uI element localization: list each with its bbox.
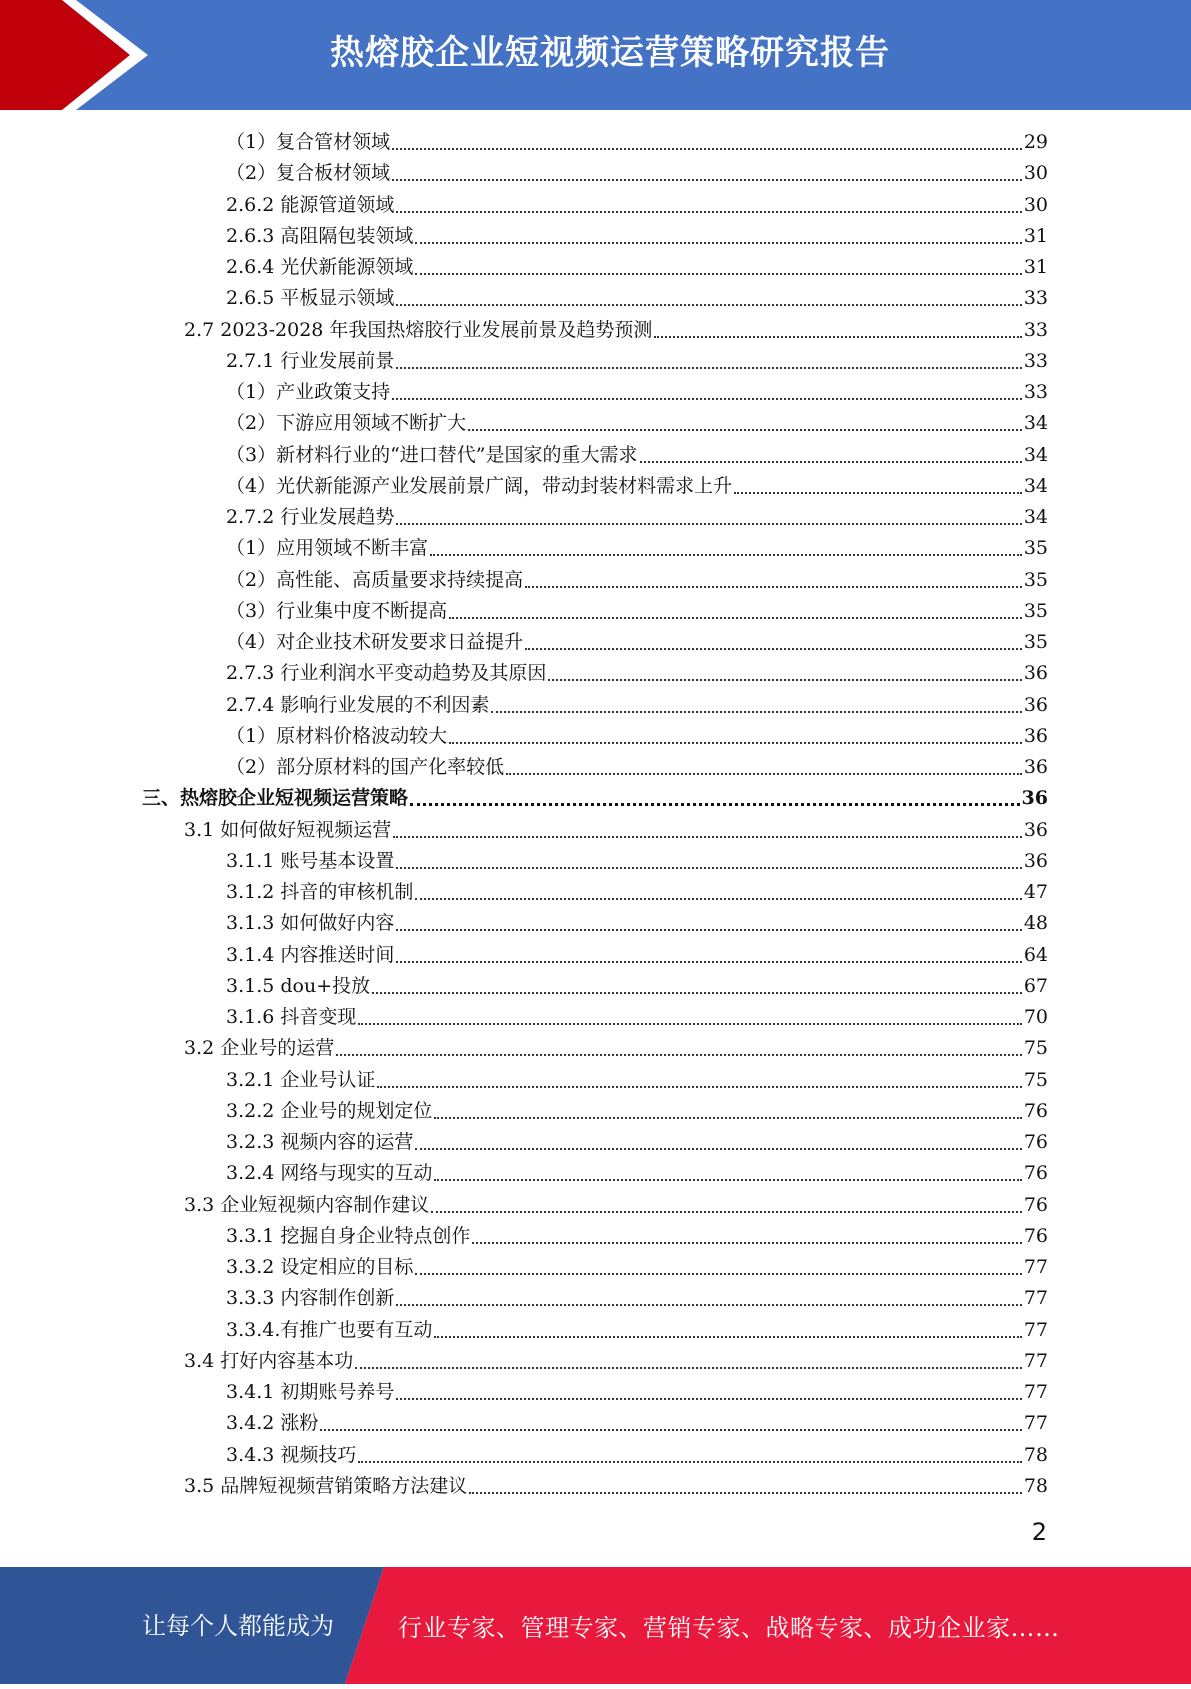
toc-entry-page: 75 [1023, 1037, 1048, 1060]
toc-entry-page: 36 [1023, 756, 1048, 778]
toc-dot-leader [434, 1179, 1021, 1181]
toc-entry-label: 3.5 品牌短视频营销策略方法建议 [184, 1474, 468, 1497]
toc-entry-page: 67 [1023, 974, 1048, 997]
toc-entry-page: 33 [1023, 381, 1048, 403]
toc-entry-page: 77 [1023, 1381, 1048, 1403]
toc-dot-leader [525, 586, 1022, 588]
toc-entry-page: 76 [1023, 1099, 1048, 1122]
toc-entry-page: 34 [1023, 443, 1048, 466]
toc-entry-page: 35 [1023, 568, 1048, 591]
toc-entry-label: 2.6.3 高阻隔包装领域 [226, 224, 414, 247]
toc-entry-label: （3）行业集中度不断提高 [226, 599, 448, 622]
toc-dot-leader [415, 1273, 1021, 1275]
toc-entry[interactable] [142, 783, 1048, 814]
toc-entry-page: 34 [1023, 412, 1048, 435]
toc-entry-page: 30 [1023, 162, 1048, 185]
toc-entry[interactable] [226, 1002, 1048, 1033]
toc-dot-leader [415, 1148, 1021, 1150]
toc-dot-leader [449, 617, 1022, 619]
toc-entry-label: 3.4 打好内容基本功 [184, 1349, 354, 1372]
toc-entry-label: 3.1 如何做好短视频运营 [184, 818, 392, 841]
toc-entry-page: 35 [1023, 537, 1048, 560]
toc-dot-leader [469, 1492, 1022, 1494]
toc-dot-leader [396, 961, 1021, 963]
toc-entry-label: 2.7.4 影响行业发展的不利因素 [226, 693, 490, 716]
toc-entry-label: 3.1.1 账号基本设置 [226, 849, 395, 872]
toc-dot-leader [410, 803, 1020, 806]
toc-dot-leader [506, 773, 1022, 775]
toc-entry-label: 2.6.4 光伏新能源领域 [226, 256, 414, 278]
toc-dot-leader [392, 148, 1022, 150]
toc-dot-leader [396, 367, 1021, 369]
toc-entry-page: 36 [1021, 787, 1048, 810]
toc-entry-label: 2.7 2023-2028 年我国热熔胶行业发展前景及趋势预测 [184, 318, 653, 341]
toc-entry-label: （2）部分原材料的国产化率较低 [226, 756, 505, 778]
toc-entry[interactable] [226, 533, 1048, 564]
toc-dot-leader [431, 1211, 1022, 1213]
toc-entry-page: 33 [1023, 349, 1048, 372]
toc-entry[interactable] [226, 190, 1048, 221]
toc-entry-page: 47 [1023, 881, 1048, 903]
toc-entry[interactable] [226, 690, 1048, 721]
page-footer [0, 1567, 1191, 1684]
toc-entry[interactable] [226, 940, 1048, 971]
document-title: 热熔胶企业短视频运营策略研究报告 [330, 33, 890, 73]
toc-entry[interactable] [184, 1346, 1048, 1377]
toc-entry-page: 77 [1023, 1256, 1048, 1278]
toc-entry-page: 36 [1023, 724, 1048, 747]
toc-entry-label: 3.3.2 设定相应的目标 [226, 1256, 414, 1278]
toc-entry-page: 35 [1023, 631, 1048, 653]
toc-entry[interactable] [226, 627, 1048, 658]
toc-entry-label: 2.6.5 平板显示领域 [226, 287, 395, 310]
toc-entry-page: 76 [1023, 1131, 1048, 1153]
toc-entry[interactable] [226, 1221, 1048, 1252]
toc-entry-label: 3.4.1 初期账号养号 [226, 1381, 395, 1403]
toc-entry-page: 35 [1023, 599, 1048, 622]
toc-entry[interactable] [226, 1065, 1048, 1096]
toc-entry[interactable] [226, 721, 1048, 752]
toc-entry-label: （1）原材料价格波动较大 [226, 724, 448, 747]
toc-entry-page: 78 [1023, 1474, 1048, 1497]
toc-entry-page: 64 [1023, 943, 1048, 966]
toc-dot-leader [468, 429, 1022, 431]
toc-entry-page: 77 [1023, 1412, 1048, 1435]
toc-entry[interactable] [226, 1158, 1048, 1189]
footer-roles: 行业专家、管理专家、营销专家、战略专家、成功企业家…… [398, 1614, 1060, 1642]
toc-dot-leader [396, 1398, 1021, 1400]
page-number: 2 [1031, 1518, 1047, 1546]
toc-entry-page: 33 [1023, 318, 1048, 341]
toc-dot-leader [393, 836, 1022, 838]
toc-entry-label: 3.3.1 挖掘自身企业特点创作 [226, 1224, 471, 1247]
toc-dot-leader [415, 898, 1021, 900]
toc-entry-label: 3.1.5 dou+投放 [226, 974, 371, 997]
toc-entry[interactable] [226, 1440, 1048, 1471]
toc-entry-label: 2.6.2 能源管道领域 [226, 193, 395, 216]
toc-entry-label: （2）下游应用领域不断扩大 [226, 412, 467, 435]
toc-dot-leader [472, 1242, 1021, 1244]
toc-entry-label: 2.7.2 行业发展趋势 [226, 506, 395, 528]
toc-entry-label: 3.1.2 抖音的审核机制 [226, 881, 414, 903]
toc-entry[interactable] [226, 252, 1048, 283]
toc-entry-page: 31 [1023, 256, 1048, 278]
toc-entry[interactable] [184, 1471, 1048, 1502]
toc-entry[interactable] [226, 283, 1048, 314]
toc-entry-page: 36 [1023, 693, 1048, 716]
header-arrow-decoration [0, 0, 160, 110]
toc-entry-page: 77 [1023, 1287, 1048, 1310]
toc-entry[interactable] [226, 877, 1048, 908]
toc-entry-label: 2.7.1 行业发展前景 [226, 349, 395, 372]
toc-entry[interactable] [226, 221, 1048, 252]
toc-dot-leader [358, 1023, 1021, 1025]
toc-entry-label: 3.3 企业短视频内容制作建议 [184, 1193, 430, 1216]
toc-dot-leader [434, 1117, 1021, 1119]
toc-dot-leader [415, 273, 1021, 275]
toc-dot-leader [320, 1429, 1021, 1431]
toc-entry[interactable] [184, 315, 1048, 346]
toc-entry[interactable] [226, 908, 1048, 939]
toc-entry-label: 3.3.4.有推广也要有互动 [226, 1318, 433, 1341]
toc-entry[interactable] [226, 1283, 1048, 1314]
toc-entry-page: 34 [1023, 474, 1048, 497]
toc-entry[interactable] [226, 502, 1048, 533]
toc-entry[interactable] [226, 1377, 1048, 1408]
toc-entry-label: 3.1.3 如何做好内容 [226, 912, 395, 935]
toc-entry-page: 30 [1023, 193, 1048, 216]
toc-entry-label: 3.3.3 内容制作创新 [226, 1287, 395, 1310]
toc-entry-label: 3.2 企业号的运营 [184, 1037, 335, 1060]
toc-entry-page: 70 [1023, 1006, 1048, 1028]
toc-dot-leader [396, 929, 1021, 931]
toc-dot-leader [396, 867, 1021, 869]
toc-dot-leader [654, 336, 1021, 338]
page-header [0, 0, 1191, 110]
toc-entry-label: 三、热熔胶企业短视频运营策略 [142, 787, 409, 810]
toc-dot-leader [434, 1336, 1021, 1338]
toc-entry[interactable] [226, 471, 1048, 502]
toc-entry-label: 3.4.2 涨粉 [226, 1412, 319, 1435]
toc-entry-label: 3.2.1 企业号认证 [226, 1068, 376, 1091]
toc-dot-leader [548, 679, 1021, 681]
toc-entry-page: 77 [1023, 1318, 1048, 1341]
toc-dot-leader [449, 742, 1022, 744]
toc-entry[interactable] [184, 1190, 1048, 1221]
toc-entry-page: 33 [1023, 287, 1048, 310]
footer-slogan: 让每个人都能成为 [142, 1612, 334, 1640]
toc-entry-label: 3.2.4 网络与现实的互动 [226, 1162, 433, 1185]
toc-entry-page: 76 [1023, 1162, 1048, 1185]
toc-entry-label: （4）对企业技术研发要求日益提升 [226, 631, 524, 653]
toc-dot-leader [430, 554, 1022, 556]
toc-entry[interactable] [226, 440, 1048, 471]
toc-dot-leader [396, 211, 1021, 213]
toc-entry[interactable] [226, 565, 1048, 596]
toc-entry[interactable] [226, 377, 1048, 408]
toc-dot-leader [358, 1461, 1021, 1463]
toc-entry[interactable] [226, 971, 1048, 1002]
toc-entry-label: 3.2.2 企业号的规划定位 [226, 1099, 433, 1122]
toc-entry-label: （2）高性能、高质量要求持续提高 [226, 568, 524, 591]
toc-entry-label: 3.4.3 视频技巧 [226, 1443, 357, 1466]
toc-entry[interactable] [226, 158, 1048, 189]
toc-dot-leader [396, 304, 1021, 306]
toc-entry-page: 77 [1023, 1349, 1048, 1372]
toc-dot-leader [415, 242, 1021, 244]
toc-entry-page: 76 [1023, 1193, 1048, 1216]
toc-entry-label: 3.1.4 内容推送时间 [226, 943, 395, 966]
toc-entry[interactable] [226, 1315, 1048, 1346]
toc-entry-label: （1）产业政策支持 [226, 381, 391, 403]
toc-dot-leader [336, 1054, 1022, 1056]
toc-entry-page: 76 [1023, 1224, 1048, 1247]
toc-entry-label: 3.1.6 抖音变现 [226, 1006, 357, 1028]
toc-entry-page: 36 [1023, 818, 1048, 841]
toc-entry[interactable] [226, 846, 1048, 877]
toc-dot-leader [392, 398, 1022, 400]
toc-entry-label: （3）新材料行业的“进口替代”是国家的重大需求 [226, 443, 638, 466]
toc-entry-label: （1）应用领域不断丰富 [226, 537, 429, 560]
toc-entry-label: （1）复合管材领域 [226, 131, 391, 153]
toc-entry[interactable] [226, 1127, 1048, 1158]
toc-entry[interactable] [226, 1096, 1048, 1127]
toc-entry-label: （2）复合板材领域 [226, 162, 391, 185]
toc-entry[interactable] [184, 1033, 1048, 1064]
toc-entry[interactable] [184, 815, 1048, 846]
toc-dot-leader [640, 461, 1022, 463]
toc-dot-leader [377, 1086, 1021, 1088]
toc-dot-leader [392, 179, 1022, 181]
toc-entry-page: 36 [1023, 662, 1048, 685]
toc-entry-label: 2.7.3 行业利润水平变动趋势及其原因 [226, 662, 547, 685]
toc-entry[interactable] [226, 752, 1048, 783]
toc-dot-leader [355, 1367, 1022, 1369]
toc-entry-page: 48 [1023, 912, 1048, 935]
toc-dot-leader [372, 992, 1022, 994]
toc-dot-leader [525, 648, 1022, 650]
toc-entry[interactable] [226, 127, 1048, 158]
toc-entry[interactable] [226, 1252, 1048, 1283]
toc-dot-leader [491, 711, 1021, 713]
toc-dot-leader [396, 523, 1021, 525]
toc-entry-label: （4）光伏新能源产业发展前景广阔，带动封装材料需求上升 [226, 474, 733, 497]
toc-entry[interactable] [226, 596, 1048, 627]
toc-entry[interactable] [226, 408, 1048, 439]
toc-dot-leader [396, 1304, 1021, 1306]
toc-entry-page: 34 [1023, 506, 1048, 528]
toc-entry[interactable] [226, 1408, 1048, 1439]
toc-entry-page: 75 [1023, 1068, 1048, 1091]
toc-entry-page: 31 [1023, 224, 1048, 247]
toc-entry-page: 78 [1023, 1443, 1048, 1466]
toc-entry[interactable] [226, 658, 1048, 689]
toc-entry-page: 36 [1023, 849, 1048, 872]
toc-entry-label: 3.2.3 视频内容的运营 [226, 1131, 414, 1153]
toc-dot-leader [734, 492, 1022, 494]
toc-entry[interactable] [226, 346, 1048, 377]
toc-entry-page: 29 [1023, 131, 1048, 153]
